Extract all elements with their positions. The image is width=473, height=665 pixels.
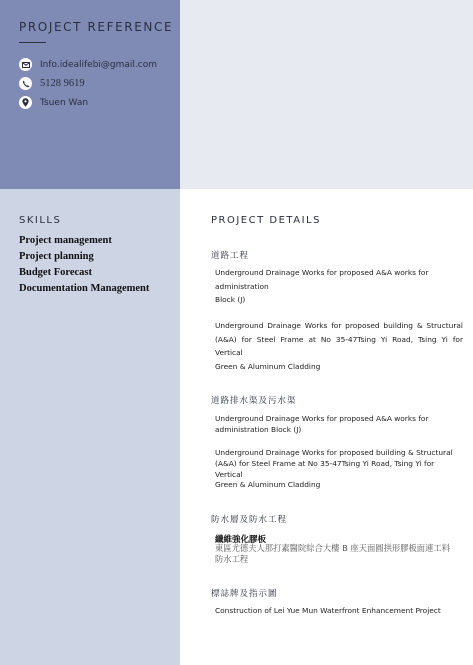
project-subheading: 纖維強化膠板 (215, 535, 267, 545)
project-entry: Underground Drainage Works for proposed A&A works for administration Block (J) (215, 268, 429, 304)
project-entry: Construction of Lei Yue Mun Waterfront Enhancement Project (215, 606, 441, 615)
project-entry: Underground Drainage Works for proposed building & Structural (A&A) for Steel Frame at No 35-47Tsing Yi Road, Tsing Yi for Vertical Green & Aluminum Cladding (215, 321, 463, 371)
project-entry: Underground Drainage Works for proposed building & Structural (A&A) for Steel Frame at No 35-47Tsing Yi Road, Tsing Yi for Vertical Green & Aluminum Cladding (215, 448, 453, 490)
contact-phone (19, 77, 85, 90)
skill-item: Budget Forecast (19, 267, 93, 278)
email-icon (19, 58, 32, 71)
title-underline (19, 42, 46, 43)
skills-title: SKILLS (19, 215, 62, 226)
reference-title: PROJECT REFERENCE (19, 20, 174, 34)
location-pin-icon (19, 96, 32, 109)
skill-item: Project planning (19, 251, 94, 262)
skill-item: Project management (19, 235, 112, 246)
project-entry: Underground Drainage Works for proposed A&A works for administration Block (J) (215, 414, 429, 434)
section-title-signage: 標誌牌及指示圖 (211, 589, 278, 599)
location-text: Tsuen Wan (40, 97, 89, 108)
section-title-road-works: 道路工程 (211, 251, 250, 261)
contact-email (19, 58, 157, 71)
contact-location (19, 96, 88, 109)
email-text[interactable]: Info.idealifebi@gmail.com (40, 59, 157, 70)
header-panel (180, 0, 473, 189)
section-title-waterproofing: 防水層及防水工程 (211, 515, 288, 525)
phone-text[interactable]: 5128 9619 (40, 78, 85, 89)
phone-icon (19, 77, 32, 90)
skill-item: Documentation Management (19, 283, 150, 294)
details-title: PROJECT DETAILS (211, 215, 321, 226)
section-title-drainage: 道路排水渠及污水渠 (211, 396, 297, 406)
project-entry: 東區尤德夫人那打素醫院綜合大樓 B 座天面圓拱形膠板面連工料 防水工程 (215, 543, 450, 564)
